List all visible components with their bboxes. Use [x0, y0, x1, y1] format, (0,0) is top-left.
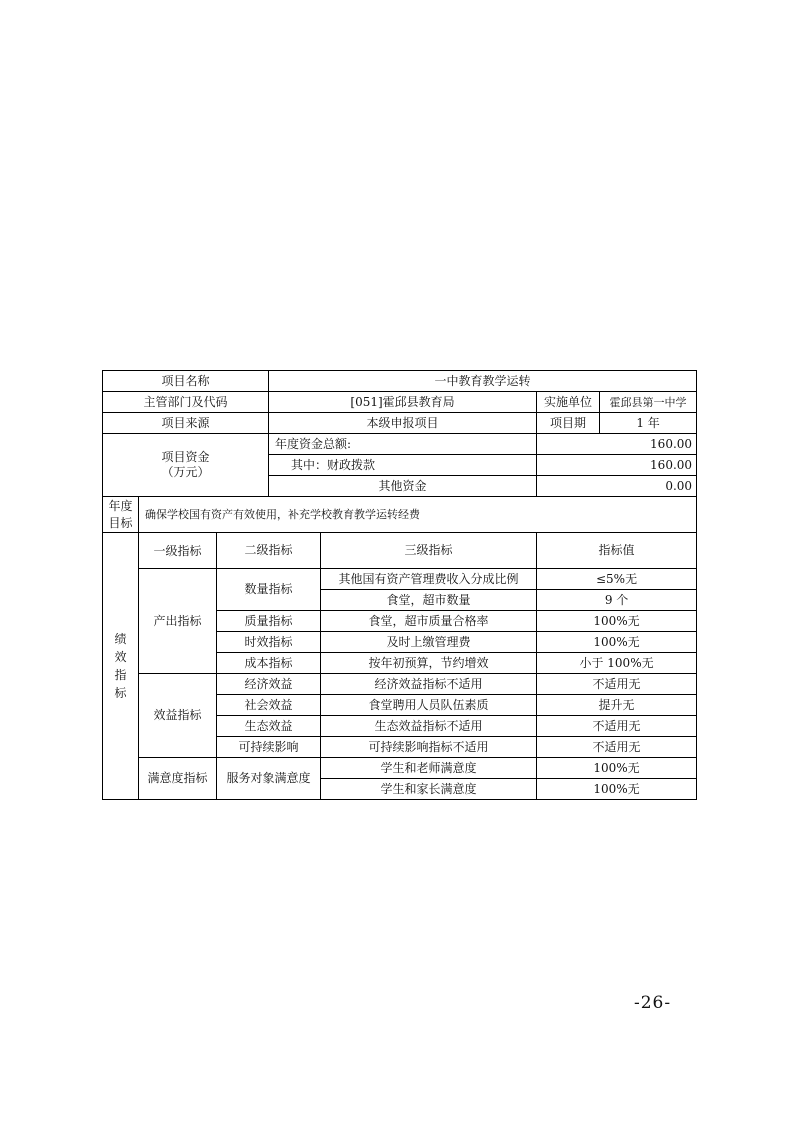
table-row [103, 758, 697, 779]
goal-label: 年度目标 [103, 497, 139, 533]
source-value: 本级申报项目 [269, 413, 537, 434]
sustain-benefit-label: 可持续影响 [217, 737, 321, 758]
quality-indicator-label: 质量指标 [217, 611, 321, 632]
indicator-cell: 按年初预算，节约增效 [321, 653, 537, 674]
funds-total-label: 年度资金总额: [269, 434, 537, 455]
project-name-label: 项目名称 [103, 371, 269, 392]
service-satisfaction-label: 服务对象满意度 [217, 758, 321, 800]
impl-unit-label: 实施单位 [537, 392, 600, 413]
funds-label [103, 434, 269, 497]
indicator-cell: 食堂，超市质量合格率 [321, 611, 537, 632]
table-row [103, 674, 697, 695]
performance-section-label [103, 533, 139, 800]
value-cell: 不适用无 [537, 737, 697, 758]
value-cell: 100%无 [537, 758, 697, 779]
economic-benefit-label: 经济效益 [217, 674, 321, 695]
indicator-cell: 可持续影响指标不适用 [321, 737, 537, 758]
indicator-cell: 生态效益指标不适用 [321, 716, 537, 737]
col-level2-header: 二级指标 [217, 533, 321, 569]
dept-value: [051]霍邱县教育局 [269, 392, 537, 413]
funds-label-line1: 项目资金 [161, 450, 210, 464]
timeliness-indicator-label: 时效指标 [217, 632, 321, 653]
source-label: 项目来源 [103, 413, 269, 434]
indicator-cell: 食堂聘用人员队伍素质 [321, 695, 537, 716]
col-level1-header: 一级指标 [139, 533, 217, 569]
table-row [103, 569, 697, 590]
project-performance-table [102, 370, 697, 800]
value-cell: 100%无 [537, 611, 697, 632]
period-label: 项目期 [537, 413, 600, 434]
indicator-cell: 经济效益指标不适用 [321, 674, 537, 695]
impl-unit-value: 霍邱县第一中学 [600, 392, 697, 413]
row-annual-goal [103, 497, 697, 533]
value-cell: 9 个 [537, 590, 697, 611]
row-funds-total [103, 434, 697, 455]
funds-other-label: 其他资金 [269, 476, 537, 497]
funds-label-line2: （万元） [161, 465, 210, 479]
value-cell: ≤5%无 [537, 569, 697, 590]
value-cell: 提升无 [537, 695, 697, 716]
page-number: -26- [634, 993, 672, 1013]
funds-fiscal-label: 其中：财政拨款 [269, 455, 537, 476]
output-indicator-label: 产出指标 [139, 569, 217, 674]
indicator-cell: 学生和老师满意度 [321, 758, 537, 779]
indicator-cell: 学生和家长满意度 [321, 779, 537, 800]
row-source [103, 413, 697, 434]
social-benefit-label: 社会效益 [217, 695, 321, 716]
row-performance-header [103, 533, 697, 569]
value-cell: 小于 100%无 [537, 653, 697, 674]
project-name-value: 一中教育教学运转 [269, 371, 697, 392]
col-level3-header: 三级指标 [321, 533, 537, 569]
value-cell: 不适用无 [537, 674, 697, 695]
goal-text: 确保学校国有资产有效使用，补充学校教育教学运转经费 [139, 497, 697, 533]
period-value: 1 年 [600, 413, 697, 434]
funds-other-value: 0.00 [537, 476, 697, 497]
value-cell: 不适用无 [537, 716, 697, 737]
cost-indicator-label: 成本指标 [217, 653, 321, 674]
row-department [103, 392, 697, 413]
performance-section-text: 绩效指标 [114, 632, 127, 700]
indicator-cell: 及时上缴管理费 [321, 632, 537, 653]
eco-benefit-label: 生态效益 [217, 716, 321, 737]
col-value-header: 指标值 [537, 533, 697, 569]
value-cell: 100%无 [537, 632, 697, 653]
indicator-cell: 食堂，超市数量 [321, 590, 537, 611]
indicator-cell: 其他国有资产管理费收入分成比例 [321, 569, 537, 590]
dept-label: 主管部门及代码 [103, 392, 269, 413]
row-project-name [103, 371, 697, 392]
benefit-indicator-label: 效益指标 [139, 674, 217, 758]
funds-fiscal-value: 160.00 [537, 455, 697, 476]
quantity-indicator-label: 数量指标 [217, 569, 321, 611]
funds-total-value: 160.00 [537, 434, 697, 455]
satisfaction-indicator-label: 满意度指标 [139, 758, 217, 800]
value-cell: 100%无 [537, 779, 697, 800]
